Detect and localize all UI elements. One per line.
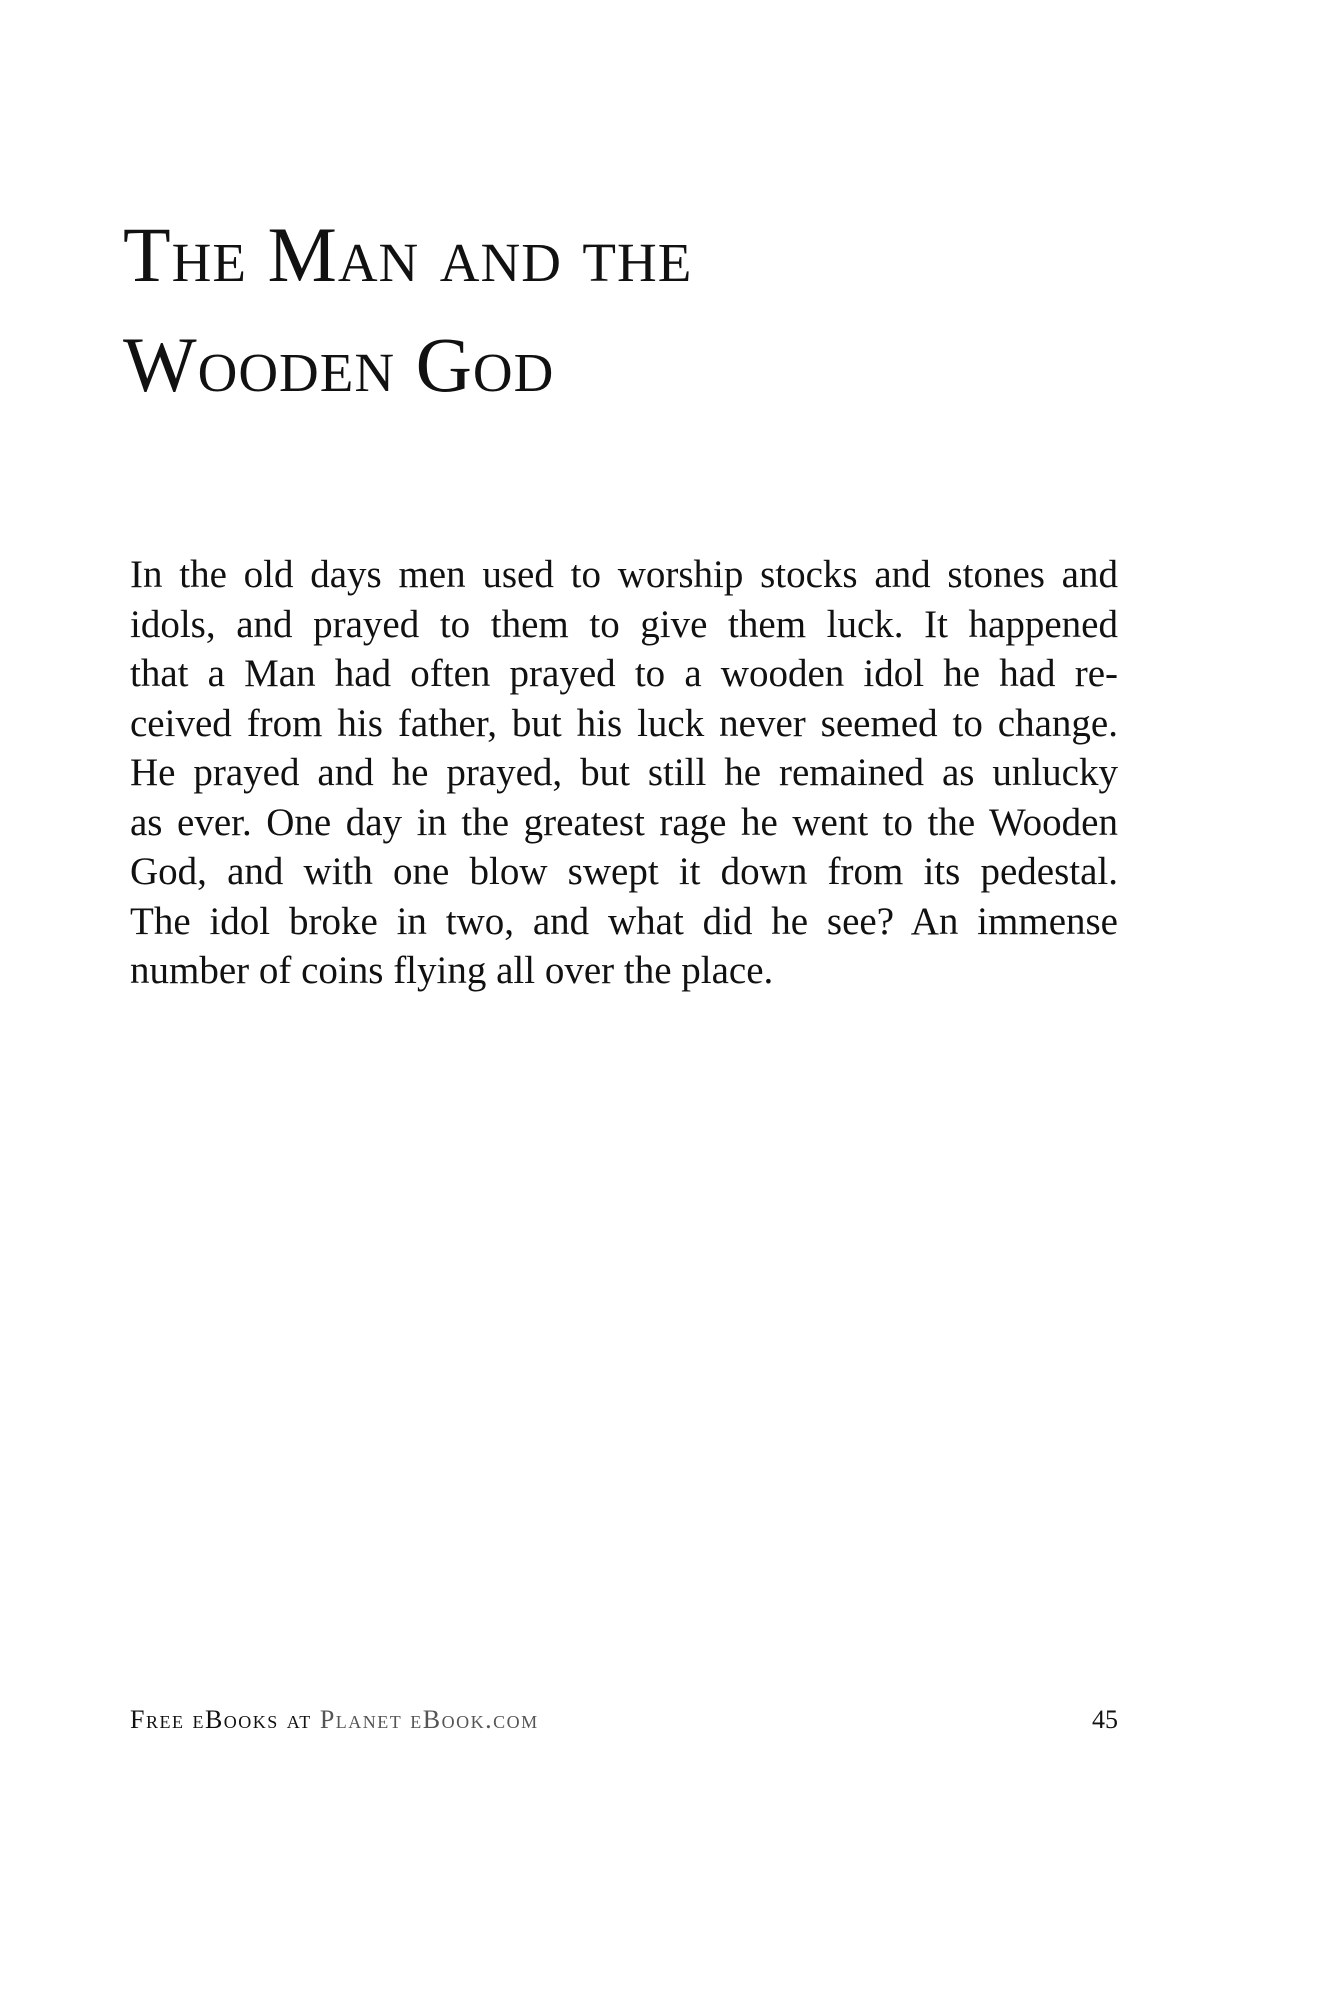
page-footer <box>130 1700 1118 1740</box>
body-line-8: The idol broke in two, and what did he see? An immense <box>130 899 1118 943</box>
chapter-title-line-2: Wooden God <box>123 321 555 408</box>
chapter-title-line-1: The Man and the <box>123 211 693 298</box>
footer-credit <box>130 1700 539 1740</box>
footer-prefix: Free eBooks at <box>130 1705 320 1734</box>
body-line-3: that a Man had often prayed to a wooden idol he had re- <box>130 652 1118 695</box>
body-line-4: ceived from his father, but his luck never seemed to change. <box>130 701 1118 745</box>
page-number: 45 <box>1092 1705 1118 1734</box>
body-line-7: God, and with one blow swept it down from its pedestal. <box>130 850 1118 893</box>
body-line-9: number of coins flying all over the place. <box>130 949 774 992</box>
chapter-title <box>123 200 1023 420</box>
body-paragraph <box>130 550 1118 996</box>
footer-site-link[interactable]: Planet eBook.com <box>319 1705 539 1734</box>
body-line-2: idols, and prayed to them to give them luck. It happened <box>130 602 1118 646</box>
body-line-6: as ever. One day in the greatest rage he went to the Wooden <box>130 800 1118 844</box>
body-line-5: He prayed and he prayed, but still he remained as unlucky <box>130 751 1118 794</box>
body-line-1: In the old days men used to worship stocks and stones and <box>130 553 1118 596</box>
